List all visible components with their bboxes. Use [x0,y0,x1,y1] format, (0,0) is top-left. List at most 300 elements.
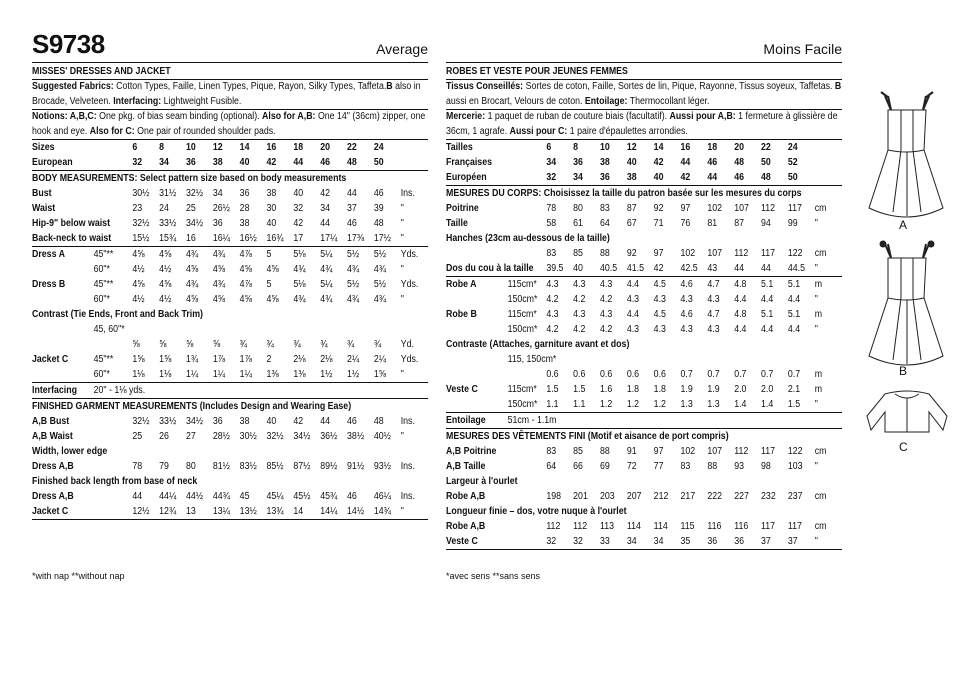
size-value: 32½ [132,218,150,229]
size-value: 45¾ [320,491,338,502]
size-value: 15¾ [159,233,177,244]
size-value: 1½ [347,369,360,380]
finished-measurements-table [446,444,842,474]
size-value: 5⅛ [293,249,306,260]
size-value: 1.9 [707,384,720,395]
row-label: Tailles [446,142,473,153]
size-value: 1⅝ [373,369,387,380]
size-value: 52 [787,157,798,168]
size-value: 5.1 [761,309,774,320]
table-row [446,519,842,534]
size-value: 12 [212,142,223,153]
size-value: 27 [186,431,196,442]
size-value: 1¾ [186,354,199,365]
size-value: 0.7 [707,369,720,380]
size-value: ¾ [239,339,248,350]
size-value: 10 [600,142,610,153]
size-value: 14 [239,142,250,153]
dress-sketches [855,88,960,468]
size-value: 16 [186,233,196,244]
size-value: 92 [653,203,664,214]
size-value: 79 [159,461,169,472]
size-value [159,322,186,337]
unit-label: Yd. [400,339,414,350]
size-value: 32½ [186,188,204,199]
size-value: 4⅝ [266,264,279,275]
row-label: Robe A [446,279,477,290]
size-value: 112 [546,521,561,532]
table-row [32,367,428,382]
footnote-fr: *avec sens **sans sens [446,571,541,581]
fabric-width: 60"* [93,294,110,305]
size-value: 36 [239,188,250,199]
row-label: Taille [446,218,468,229]
size-value: 117 [761,521,776,532]
size-value: 4.3 [653,294,666,305]
fabric-width: 115cm* [507,309,537,320]
size-value: 14¼ [320,506,338,517]
size-value: 42 [680,172,691,183]
size-value: 46¼ [373,491,392,502]
size-value: 4⅝ [132,249,145,260]
size-value: 4½ [132,264,145,275]
fabric-width: 150cm* [507,399,538,410]
size-value: 4.7 [707,309,720,320]
size-value: 33½ [159,218,177,229]
size-value: 116 [707,521,722,532]
unit-label: " [814,263,818,274]
size-value: 112 [734,248,749,259]
size-value: 17⅜ [347,233,365,244]
contrast-table [32,322,428,352]
row-label [32,367,94,382]
size-value: 26½ [212,203,230,214]
interfacing-block-fr [446,413,842,429]
size-value: 103 [787,461,803,472]
row-label: A,B Bust [32,416,70,427]
size-value: ¾ [373,339,382,350]
size-value: 44 [320,416,330,427]
size-value: 38 [626,172,637,183]
size-value: 42 [293,416,304,427]
size-value: 14 [653,142,664,153]
size-value: 2¼ [373,354,387,365]
size-value: 64 [546,461,557,472]
size-value: 33½ [159,416,177,427]
table-row [446,140,842,155]
table-row [446,246,842,261]
neck-to-waist-table [446,261,842,276]
table-row [446,277,842,292]
size-value: 32 [573,536,583,547]
english-body [32,64,428,520]
size-value: 4.3 [573,279,586,290]
size-value: 44 [347,188,357,199]
size-value [347,322,374,337]
size-value: 2¼ [347,354,360,365]
size-value: 38 [266,188,277,199]
size-value [213,322,240,337]
size-value: 4⅝ [159,279,172,290]
size-value [132,322,159,337]
table-row [446,459,842,474]
size-value: 6 [546,142,552,153]
finished-measurements-table [32,414,428,444]
size-value: 1.3 [707,399,720,410]
size-value: 44¼ [159,491,177,502]
size-value: 4.5 [653,279,666,290]
size-value: 4.3 [546,309,559,320]
size-value: 91½ [347,461,365,472]
size-value: 1⅛ [132,369,145,380]
size-value: 94 [761,218,771,229]
row-label: Dress B [32,279,66,290]
figure-label-a: A [899,218,908,232]
size-value: 30½ [132,188,150,199]
table-row [32,231,428,246]
size-value: 13¾ [266,506,284,517]
size-value [734,352,761,367]
size-value: 116 [734,521,749,532]
size-value: 48 [373,416,384,427]
table-row [32,352,428,367]
size-value: 114 [653,521,668,532]
size-value: ⅝ [132,339,140,350]
size-value: 4.5 [653,309,666,320]
unit-label: Ins. [400,416,415,427]
size-value: 46 [320,157,330,168]
size-value: 38½ [347,431,365,442]
size-value: 1⅞ [212,354,226,365]
row-label [32,292,94,307]
size-value: 34 [320,203,330,214]
width-title: Width, lower edge [32,446,108,457]
section-title: MISSES' DRESSES AND JACKET [32,66,171,77]
size-value: 42 [293,218,304,229]
size-value: 91 [626,446,637,457]
size-value [654,352,681,367]
size-value: 22 [761,142,771,153]
notions-text: Notions: A,B,C: One pkg. of bias seam binding (optional). Also for A,B: One 14" (36cm) zipper, one hook and eye. Also for C: One pair of rounded shoulder pads. [32,110,428,140]
size-value: 5 [266,279,272,290]
unit-label: " [400,218,404,229]
row-label [32,337,94,352]
header-fr [446,28,842,60]
size-value: 34 [653,536,664,547]
unit-label: m [814,384,823,395]
size-value: 5 [266,249,272,260]
size-value [600,352,627,367]
size-value: 12 [626,142,637,153]
fabric-width: 45, 60"* [93,324,125,335]
size-value: 4.2 [573,294,586,305]
fabric-width: 150cm* [507,324,538,335]
size-value: 85 [573,248,583,259]
size-value: 71 [653,218,664,229]
size-value: 36½ [320,431,338,442]
size-value: 36 [186,157,196,168]
table-row [446,201,842,216]
size-value: 4¾ [186,279,199,290]
size-value: 38 [239,416,250,427]
size-value: 4.3 [600,279,613,290]
size-value: 2⅛ [320,354,333,365]
size-value: 77 [653,461,664,472]
unit-label: cm [814,203,827,214]
row-label: Waist [32,203,56,214]
size-value: 107 [734,203,749,214]
size-value: 24 [787,142,798,153]
row-label: A,B Taille [446,461,486,472]
size-value: 4.3 [626,324,640,335]
size-value: 22 [347,142,357,153]
size-value: 117 [787,203,802,214]
size-value: 46 [347,491,357,502]
size-value: 4.4 [626,309,640,320]
row-label [446,246,546,261]
size-value: 1.5 [573,384,586,395]
row-label: Dress A [32,249,65,260]
size-value: 1.2 [653,399,666,410]
size-value: 4.4 [734,294,747,305]
size-value: 24 [159,203,169,214]
size-value [681,352,708,367]
size-value: ¾ [347,339,355,350]
table-row [446,292,842,307]
yardage-block [32,247,428,383]
size-value: 34 [573,172,583,183]
size-value: 4.4 [761,324,774,335]
fabrics-text-fr: Tissus Conseillés: Sortes de coton, Faille, Sortes de lin, Pique, Rayonne, Tissus soyeux, Taffetas. B aussi en Brocart, Velours de coton. Entoilage: Thermocollant léger. [446,80,842,110]
size-value: 45½ [293,491,311,502]
yardage-table [32,247,428,307]
body-measurements-table [446,201,842,231]
fabric-width [94,337,133,352]
size-value: 1⅞ [239,354,252,365]
size-value: 12¾ [159,506,177,517]
size-value: 31½ [159,188,177,199]
table-row [446,367,842,382]
table-row [446,322,842,337]
size-value: 4.3 [546,279,559,290]
size-value: 5¼ [320,279,333,290]
size-value: 1.5 [787,399,801,410]
unit-label [815,155,842,170]
unit-label: cm [814,521,827,532]
size-value: 25 [186,203,196,214]
row-label: Robe A,B [446,521,486,532]
size-value: 0.7 [761,369,774,380]
unit-label: " [814,294,818,305]
row-label [446,292,508,307]
row-label: Jacket C [32,354,69,365]
size-value: 4.3 [573,309,586,320]
row-label: Hip-9" below waist [32,218,111,229]
size-value: 6 [132,142,138,153]
row-label: Veste C [446,384,478,395]
size-value: 16¼ [212,233,230,244]
row-label: Back-neck to waist [32,233,112,244]
size-value: 4¾ [347,264,360,275]
size-value: 42 [653,157,664,168]
size-value: ¾ [266,339,274,350]
table-row [446,382,842,397]
size-value: 4½ [132,294,145,305]
difficulty-level: Average [376,41,428,57]
table-row [446,307,842,322]
size-value: 32 [293,203,304,214]
size-value [267,322,294,337]
row-label: Entoilage [446,415,486,426]
header [32,28,428,60]
size-value: 17 [293,233,304,244]
size-value: 15½ [132,233,150,244]
size-value: 34 [546,157,557,168]
size-value: 45 [239,491,250,502]
size-value: 4⅝ [212,264,226,275]
size-value: 4¾ [347,294,360,305]
row-label: Européen [446,172,487,183]
size-value: 40 [266,218,277,229]
size-value: 92 [626,248,637,259]
table-row [32,504,428,519]
size-value: 40.5 [600,263,618,274]
yardage-block-fr [446,277,842,413]
size-value: 87½ [293,461,311,472]
size-value: 5½ [373,279,387,290]
size-value: 66 [573,461,583,472]
size-value: 1.9 [680,384,693,395]
hip-table [446,246,842,261]
size-value: 97 [653,248,664,259]
size-value: 38 [212,157,223,168]
size-value: 4¾ [212,279,226,290]
size-value: 45¼ [266,491,284,502]
table-row [446,155,842,170]
size-value: 4⅝ [159,249,172,260]
unit-label: m [814,369,823,380]
size-value: 81½ [212,461,230,472]
jacket-c-sketch [867,391,947,432]
row-label: A,B Poitrine [446,446,497,457]
size-value: 37 [761,536,771,547]
size-value: 198 [546,491,562,502]
unit-label: " [400,294,404,305]
size-value: 4⅝ [239,264,252,275]
size-value: 1½ [320,369,333,380]
size-value [573,352,600,367]
size-value: 85 [573,446,583,457]
size-value: 40 [653,172,664,183]
size-value: 5¼ [320,249,333,260]
size-value: 40 [293,188,304,199]
size-value: 4⅝ [186,264,199,275]
unit-label: m [814,309,823,320]
size-value: 237 [787,491,803,502]
size-value: 38 [600,157,610,168]
size-value: 46 [347,416,357,427]
size-value: 1.3 [680,399,693,410]
size-value: 1.6 [600,384,613,395]
size-value: 20 [734,142,744,153]
size-value: 4¾ [293,264,306,275]
size-value: 13¼ [212,506,230,517]
size-value: 97 [653,446,664,457]
size-value: 37 [347,203,357,214]
row-label: European [32,157,73,168]
table-row [32,383,428,398]
size-value: 30½ [239,431,257,442]
size-value: 8 [159,142,165,153]
size-value: 36 [734,536,744,547]
size-value: 4¾ [186,249,199,260]
size-value: 4.4 [787,294,801,305]
table-row [446,397,842,412]
size-value: 83 [546,446,557,457]
fabric-width: 60"* [93,369,110,380]
contrast-table [446,352,842,382]
size-value: 20 [320,142,330,153]
size-value: 36 [573,157,583,168]
size-value: 112 [734,446,749,457]
unit-label: Ins. [400,188,415,199]
interfacing-table [446,413,842,428]
size-value: 4.3 [707,324,720,335]
body-measurements-title-fr: MESURES DU CORPS: Choisissez la taille du patron basée sur les mesures du corps [446,188,802,199]
hip-title-fr: Hanches (23cm au-dessous de la taille) [446,233,610,244]
size-value: 0.7 [787,369,801,380]
size-value: 0.7 [734,369,747,380]
size-value [320,322,347,337]
size-value: 37 [787,536,798,547]
size-value: 4.8 [734,279,747,290]
table-row [446,489,842,504]
notions-text-fr: Mercerie: 1 paquet de ruban de couture biais (facultatif). Aussi pour A,B: 1 fermeture à glissière de 36cm, 1 agrafe. Aussi pour C: 1 paire d'épaulettes arrondies. [446,110,842,140]
size-value: 0.6 [653,369,666,380]
size-value: 83 [680,461,691,472]
size-value [186,322,213,337]
fabric-width: 115, 150cm* [507,354,557,365]
size-value: 4.7 [707,279,720,290]
section-title-fr: ROBES ET VESTE POUR JEUNES FEMMES [446,66,628,77]
size-value: 44 [320,218,330,229]
size-value: 0.6 [546,369,559,380]
size-value: 44.5 [787,263,806,274]
fabric-width: 45"** [93,249,114,260]
row-label [446,352,508,367]
table-row [32,277,428,292]
fabric-width [508,367,547,382]
contrast-title: Contrast (Tie Ends, Front and Back Trim) [32,309,203,320]
width-title-fr: Largeur à l'ourlet [446,476,518,487]
size-value: 5½ [347,249,360,260]
size-value: 4⅞ [239,279,252,290]
interfacing-value: 51cm - 1.1m [507,415,557,426]
size-value: 1.1 [546,399,559,410]
finished-title-fr: MESURES DES VÊTEMENTS FINI (Motif et aisance de port compris) [446,431,729,442]
size-value: 40 [239,157,250,168]
size-value: 43 [707,263,718,274]
size-value: 5.1 [787,279,801,290]
size-value: 1.1 [573,399,586,410]
size-value: 4¾ [212,249,226,260]
size-value: 23 [132,203,143,214]
sizes-block-fr [446,140,842,186]
size-value: 80 [186,461,196,472]
size-value: ¾ [320,339,328,350]
finished-measurements-block [32,399,428,520]
fabric-width: 45"** [93,279,114,290]
